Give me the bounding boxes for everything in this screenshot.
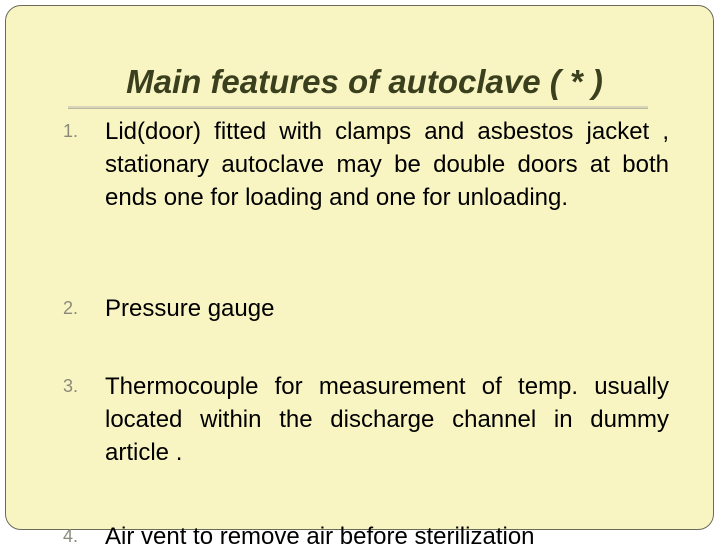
slide-title: Main features of autoclave ( * ): [126, 63, 603, 100]
slide: [5, 5, 714, 550]
list-item: [63, 292, 669, 325]
list-item-text: Air vent to remove air before sterilization: [105, 523, 535, 550]
list-item: [63, 115, 669, 214]
list-item-number: 1.: [63, 121, 79, 141]
list-item: [63, 370, 669, 469]
title-underline: [68, 106, 648, 109]
list-item-text: Pressure gauge: [105, 295, 275, 322]
list-item-text: Thermocouple for measurement of temp. usually located within the discharge channel in dummy article .: [105, 373, 669, 466]
list-item-number: 2.: [63, 298, 79, 318]
list-item: [63, 520, 669, 553]
list-item-number: 3.: [63, 376, 79, 396]
list-item-number: 4.: [63, 526, 79, 546]
list-item-text: Lid(door) fitted with clamps and asbestos jacket , stationary autoclave may be double doors at both ends one for loading and one for unloading.: [105, 118, 669, 211]
